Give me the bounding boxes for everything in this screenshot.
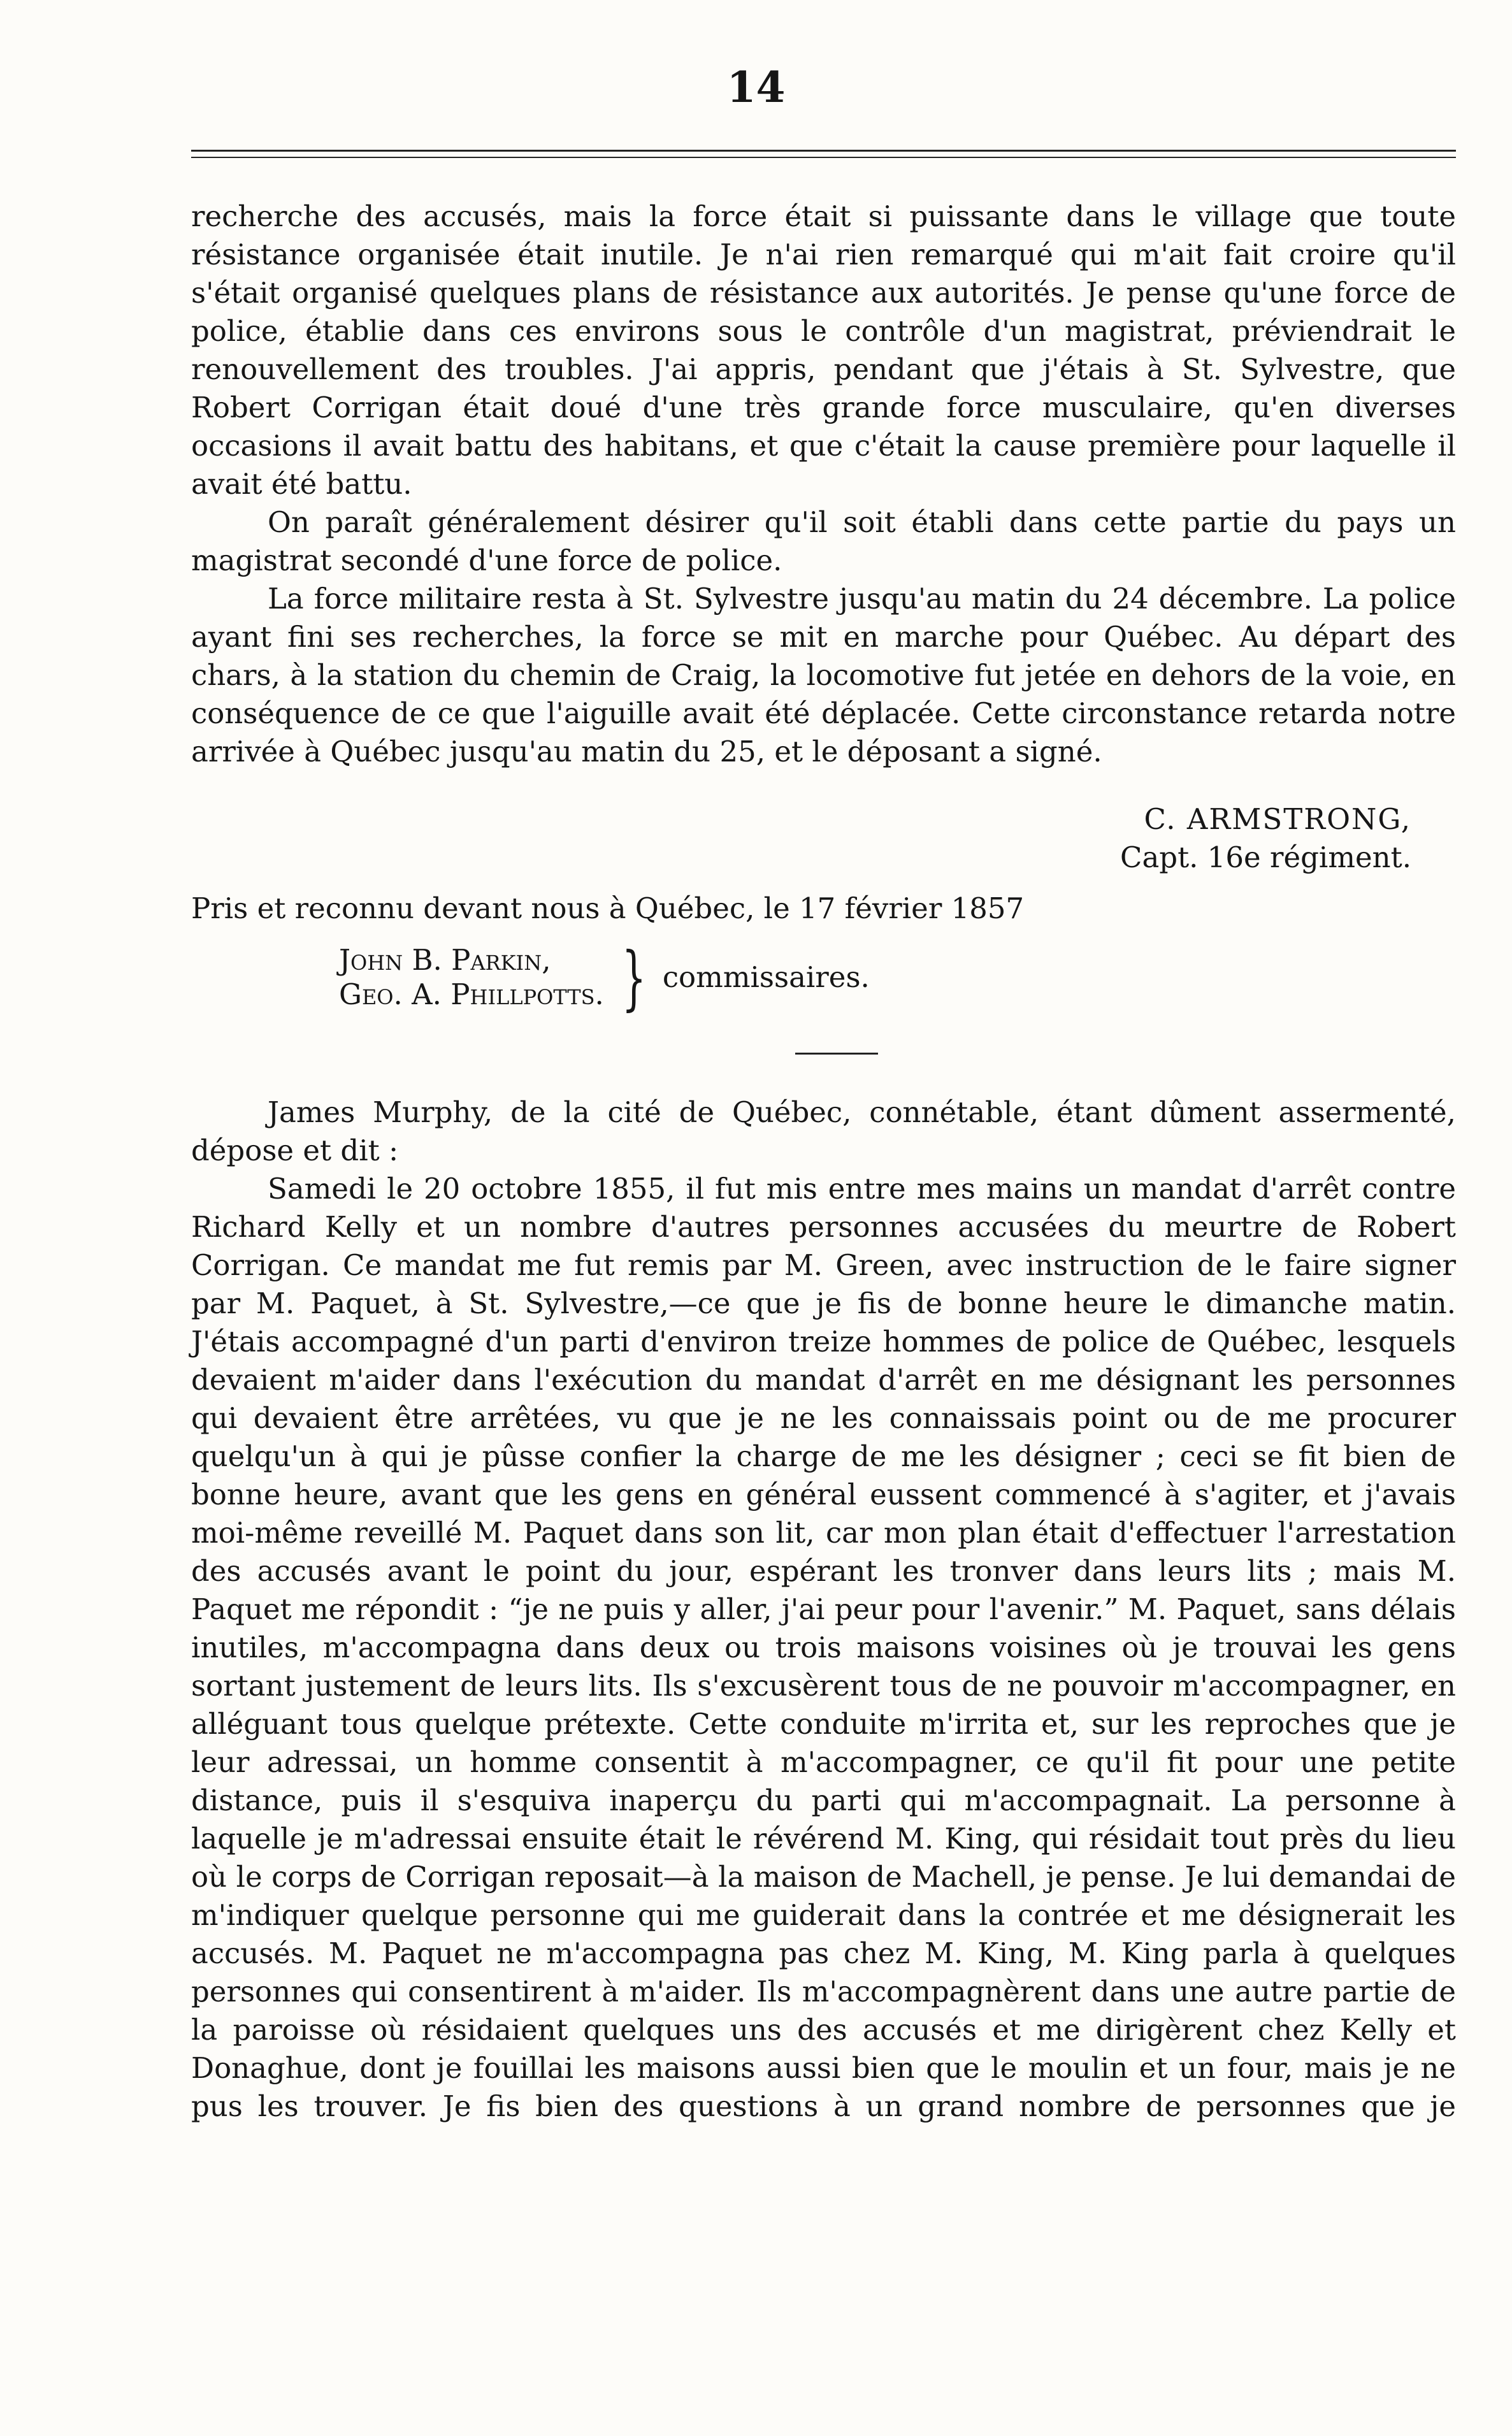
signature-name: C. ARMSTRONG, [1144, 802, 1411, 836]
paragraph-military-return: La force militaire resta à St. Sylvestre jusqu'au matin du 24 décembre. La police ayant fini ses recherches, la force se mit en marche pour Québec. Au départ des chars, à la station du chemin de Craig, la locomotive fut jetée en dehors de la voie, en conséquence de ce que l'aiguille avait été déplacée. Cette circonstance retarda notre arrivée à Québec jusqu'au matin du 25, et le déposant a signé. [191, 582, 1456, 768]
page-number: 14 [726, 62, 786, 112]
paragraph-murphy-intro: James Murphy, de la cité de Québec, connétable, étant dûment assermenté, dépose et dit : [191, 1095, 1456, 1167]
paragraph-police-wish: On paraît généralement désirer qu'il soit établi dans cette partie du pays un magistrat secondé d'une force de police. [191, 505, 1456, 577]
deposition-murphy [191, 1093, 1456, 2126]
commissioner-names [339, 943, 604, 1012]
brace-glyph: } [621, 937, 647, 1018]
commissioner-name: John B. Parkin, [339, 943, 551, 977]
sworn-statement: Pris et reconnu devant nous à Québec, le 17 février 1857 [191, 891, 1025, 925]
header-rule [191, 150, 1456, 158]
deposition-armstrong-end [191, 198, 1456, 771]
commissioner-name: Geo. A. Phillpotts. [339, 977, 604, 1011]
signature-rank: Capt. 16e régiment. [1120, 840, 1411, 874]
commissioners-label: commissaires. [662, 960, 870, 994]
paragraph-testimony-end: recherche des accusés, mais la force était si puissante dans le village que toute résistance organisée était inutile. Je n'ai rien remarqué qui m'ait fait croire qu'il s'était organisé quelques plans de résistance aux autorités. Je pense qu'une force de police, établie dans ces environs sous le contrôle d'un magistrat, préviendrait le renouvellement des troubles. J'ai appris, pendant que j'étais à St. Sylvestre, que Robert Corrigan était doué d'une très grande force musculaire, qu'en diverses occasions il avait battu des habitans, et que c'était la cause première pour laquelle il avait été battu. [191, 199, 1456, 501]
section-divider [795, 1053, 878, 1055]
signature-block [191, 800, 1411, 877]
paragraph-murphy-testimony: Samedi le 20 octobre 1855, il fut mis entre mes mains un mandat d'arrêt contre Richard Kelly et un nombre d'autres personnes accusées du meurtre de Robert Corrigan. Ce mandat me fut remis par M. Green, avec instruction de le faire signer par M. Paquet, à St. Sylvestre,—ce que je fis de bonne heure le dimanche matin. J'étais accompagné d'un parti d'environ treize hommes de police de Québec, lesquels devaient m'aider dans l'exécution du mandat d'arrêt en me désignant les personnes qui devaient être arrêtées, vu que je ne les connaissais point ou de me procurer quelqu'un à qui je pûsse confier la charge de me les désigner ; ceci se fit bien de bonne heure, avant que les gens en général eussent commencé à s'agiter, et j'avais moi-même reveillé M. Paquet dans son lit, car mon plan était d'effectuer l'arrestation des accusés avant le point du jour, espérant les tronver dans leurs lits ; mais M. Paquet me répondit : “je ne puis y aller, j'ai peur pour l'avenir.” M. Paquet, sans délais inutiles, m'accompagna dans deux ou trois maisons voisines où je trouvai les gens sortant justement de leurs lits. Ils s'excusèrent tous de ne pouvoir m'accompagner, en alléguant tous quelque prétexte. Cette conduite m'irrita et, sur les reproches que je leur adressai, un homme consentit à m'accompagner, ce qu'il fit pour une petite distance, puis il s'esquiva inaperçu du parti qui m'accompagnait. La personne à laquelle je m'adressai ensuite était le révérend M. King, qui résidait tout près du lieu où le corps de Corrigan reposait—à la maison de Machell, je pense. Je lui demandai de m'indiquer quelque personne qui me guiderait dans la contrée et me désignerait les accusés. M. Paquet ne m'accompagna pas chez M. King, M. King parla à quelques personnes qui consentirent à m'aider. Ils m'accompagnèrent dans une autre partie de la paroisse où résidaient quelques uns des accusés et me dirigèrent chez Kelly et Donaghue, dont je fouillai les maisons aussi bien que le moulin et un four, mais je ne pus les trouver. Je fis bien des questions à un grand nombre de personnes que je [191, 1172, 1456, 2123]
commissioners-block [339, 937, 870, 1018]
